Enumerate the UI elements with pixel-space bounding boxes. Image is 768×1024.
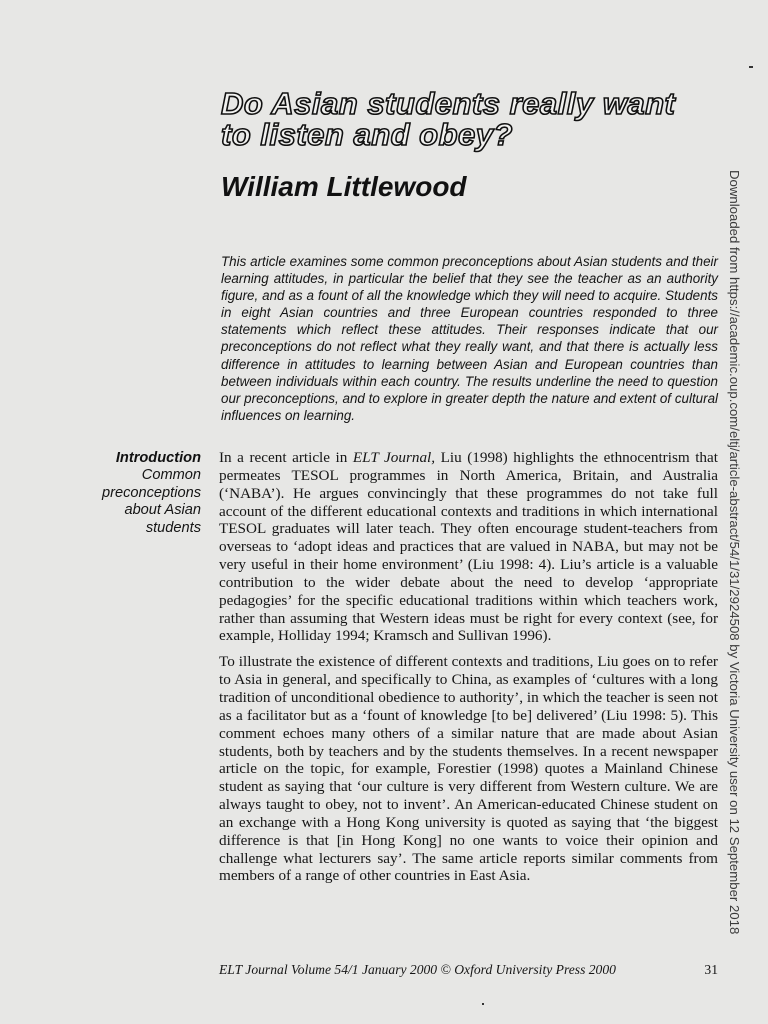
subheading-line: Common bbox=[141, 467, 201, 483]
paragraph-1-start: In a recent article in bbox=[219, 449, 353, 466]
abstract: This article examines some common preconceptions about Asian students and their learning attitudes, in particular the belief that they see the teacher as an authority figure, and as a fount of all the knowledge which they will need to acquire. Students in eight Asian countries and three European countries responded to three statements which reflect these attitudes. Their responses indicate that our preconceptions do not reflect what they really want, and that there is actually less difference in attitudes to learning between Asian and European countries than between individuals within each country. The results underline the need to question our preconceptions, and to explore in greater depth the nature and extent of cultural influences on learning. bbox=[221, 254, 718, 423]
title-line-1: Do Asian students really want bbox=[221, 86, 676, 121]
subheading-line: about Asian bbox=[124, 502, 201, 519]
section-side-headings bbox=[60, 450, 201, 537]
subheading-line: students bbox=[145, 519, 201, 536]
download-watermark: Downloaded from https://academic.oup.com/eltj/article-abstract/54/1/31/2924508 by Victoria University user on 12 September 2018 bbox=[727, 170, 742, 935]
page-number: 31 bbox=[704, 962, 718, 977]
title-line-2: to listen and obey? bbox=[221, 117, 513, 152]
scan-speck bbox=[482, 1003, 484, 1005]
paragraph-1-rest: Liu (1998) highlights the ethnocentrism that permeates TESOL programmes in North America, Britain, and Australia (‘NABA’). He argues convincingly that these programmes do not take full account of the different educational contexts and traditions in which international TESOL graduates will later teach. They often encourage student-teachers from overseas to ‘adopt ideas and practices that are valued in NABA, but may not be very useful in their home environment’ (Liu 1998: 4). Liu’s article is a valuable contribution to the wider debate about the need to develop ‘appropriate pedagogies’ for the specific educational traditions within which teachers work, rather than assuming that Western ideas must be right for every context (see, for example, Holliday 1994; Kramsch and Sullivan 1996). bbox=[219, 449, 718, 645]
paragraph: To illustrate the existence of different contexts and traditions, Liu goes on to refer to Asia in general, and specifically to China, as examples of ‘cultures with a long tradition of unconditional obedience to authority’, in which the teacher is seen not as a facilitator but as a ‘fount of knowledge [to be] delivered’ (Liu 1998: 5). This comment echoes many others of a similar nature that are made about Asian students, both by teachers and by the students themselves. In a recent newspaper article on the topic, for example, Forestier (1998) quotes a Mainland Chinese student as saying that ‘our culture is very different from Western culture. We are always taught to obey, not to invent’. An American-educated Chinese student on an exchange with a Hong Kong university is quoted as saying that ‘the biggest difference is that [in Hong Kong] no one wants to voice their opinion and challenge what lecturers say’. The same article reports similar comments from members of a range of other countries in East Asia. bbox=[219, 653, 718, 885]
page-footer bbox=[219, 961, 718, 979]
section-heading: Introduction bbox=[115, 450, 201, 466]
scan-speck bbox=[749, 66, 753, 68]
journal-name: ELT Journal, bbox=[352, 449, 436, 466]
author-name: William Littlewood bbox=[221, 171, 467, 202]
subheading-line: preconceptions bbox=[102, 484, 201, 501]
paragraph bbox=[219, 449, 718, 645]
body-text bbox=[219, 449, 718, 893]
article-title bbox=[221, 88, 761, 150]
footer-citation: ELT Journal Volume 54/1 January 2000 © Oxford University Press 2000 bbox=[219, 962, 616, 977]
